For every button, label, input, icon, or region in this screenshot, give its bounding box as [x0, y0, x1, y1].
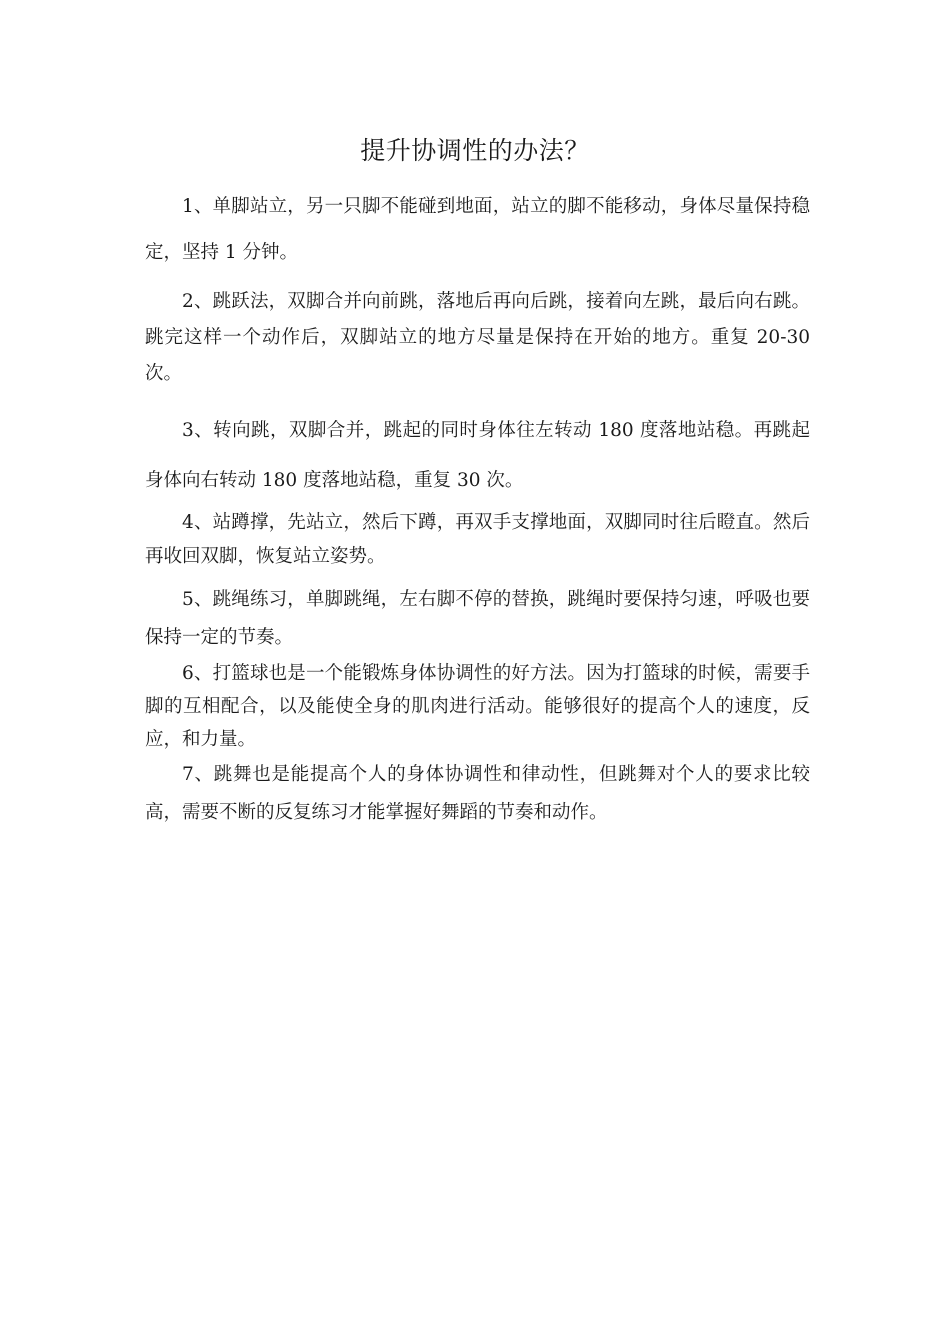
paragraph-5: 5、跳绳练习，单脚跳绳，左右脚不停的替换，跳绳时要保持匀速，呼吸也要保持一定的节奏。 — [145, 589, 810, 648]
document-title: 提升协调性的办法？ — [360, 136, 590, 165]
paragraph-2: 2、跳跃法，双脚合并向前跳，落地后再向后跳，接着向左跳，最后向右跳。跳完这样一个动作后，双脚站立的地方尽量是保持在开始的地方。重复 20-30 次。 — [145, 291, 810, 384]
paragraph-6: 6、打篮球也是一个能锻炼身体协调性的好方法。因为打篮球的时候，需要手脚的互相配合，以及能使全身的肌肉进行活动。能够很好的提高个人的速度，反应，和力量。 — [145, 663, 810, 750]
paragraph-7: 7、跳舞也是能提高个人的身体协调性和律动性，但跳舞对个人的要求比较高，需要不断的反复练习才能掌握好舞蹈的节奏和动作。 — [145, 764, 810, 823]
paragraph-1: 1、单脚站立，另一只脚不能碰到地面，站立的脚不能移动，身体尽量保持稳定，坚持 1 分钟。 — [145, 196, 810, 263]
paragraph-3: 3、转向跳，双脚合并，跳起的同时身体往左转动 180 度落地站稳。再跳起身体向右转动 180 度落地站稳，重复 30 次。 — [145, 420, 810, 491]
paragraph-4: 4、站蹲撑，先站立，然后下蹲，再双手支撑地面，双脚同时往后瞪直。然后再收回双脚，恢复站立姿势。 — [145, 512, 810, 567]
